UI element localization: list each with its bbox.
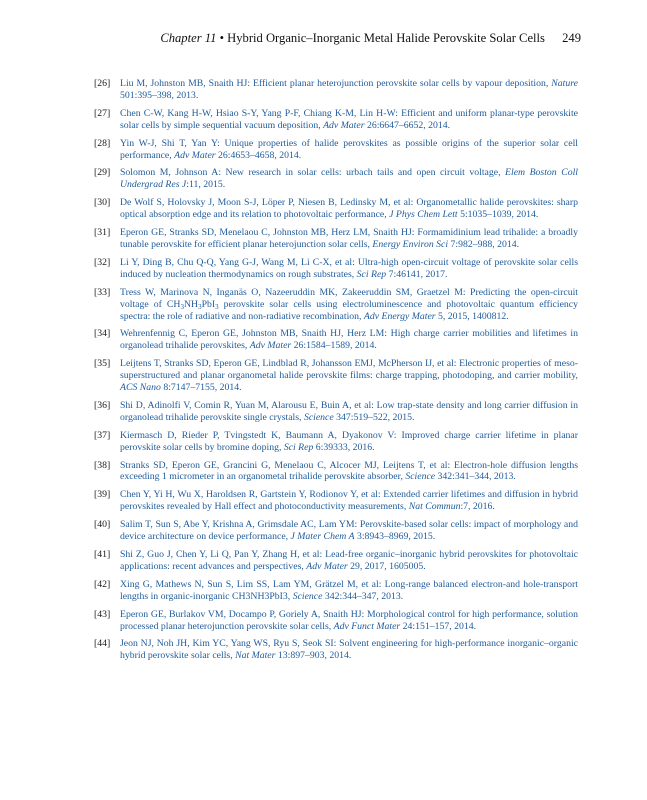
reference-citation: 501:395–398, 2013.: [120, 89, 199, 101]
reference-item: [94, 138, 578, 162]
reference-text: NH: [183, 298, 199, 310]
reference-item: [94, 257, 578, 281]
reference-item: [94, 167, 578, 191]
reference-journal: Adv Energy Mater: [363, 310, 436, 322]
reference-number: [32]: [94, 256, 111, 268]
reference-number: [28]: [94, 137, 111, 149]
reference-citation: 26:4653–4658, 2014.: [215, 149, 302, 161]
reference-item: [94, 197, 578, 221]
page-number: 249: [562, 31, 581, 45]
reference-item: [94, 287, 578, 323]
reference-text: Leijtens T, Stranks SD, Eperon GE, Lindblad R, Johansson EMJ, McPherson IJ, et al: Electronic properties of meso-superstructured and planar organometal halide perovskite films: charge trapping, photodoping, and carrier mobility,: [120, 358, 578, 382]
reference-number: [30]: [94, 197, 111, 209]
reference-citation: 7:982–988, 2014.: [448, 238, 520, 250]
reference-text: Yin W-J, Shi T, Yan Y: Unique properties of halide perovskites as possible origins of the superior solar cell performance,: [120, 137, 578, 161]
reference-citation: 26:1584–1589, 2014.: [291, 340, 377, 352]
reference-citation: 342:341–344, 2013.: [435, 471, 516, 483]
subscript: 3: [198, 302, 202, 311]
reference-citation: 29, 2017, 1605005.: [347, 560, 426, 572]
reference-number: [41]: [94, 549, 111, 560]
reference-item: [94, 108, 578, 132]
reference-citation: 3:8943–8969, 2015.: [354, 531, 436, 543]
reference-journal: J Phys Chem Lett: [389, 209, 458, 221]
reference-item: [94, 609, 578, 633]
reference-item: [94, 489, 578, 513]
reference-list: [94, 78, 578, 668]
reference-citation: :7, 2016.: [460, 501, 495, 513]
reference-text: Tress W, Marinova N, Inganäs O, Nazeeruddin MK, Zakeeruddin SM, Graetzel M: Predicting the open-circuit voltage of CH: [120, 286, 578, 310]
reference-item: [94, 549, 578, 573]
reference-citation: 26:6647–6652, 2014.: [364, 119, 451, 131]
reference-journal: ACS Nano: [120, 382, 161, 394]
reference-journal: Adv Mater: [323, 119, 365, 131]
reference-text: Shi D, Adinolfi V, Comin R, Yuan M, Alarousu E, Buin A, et al: Low trap-state density and long carrier diffusion in organolead trihalide perovskite single crystals,: [120, 399, 578, 423]
reference-number: [34]: [94, 328, 111, 340]
reference-journal: Energy Environ Sci: [372, 238, 449, 250]
reference-citation: 342:344–347, 2013.: [322, 590, 404, 602]
subscript: 3: [180, 302, 184, 311]
reference-number: [33]: [94, 286, 111, 298]
header-bullet: •: [219, 31, 224, 45]
reference-text: Li Y, Ding B, Chu Q-Q, Yang G-J, Wang M, Li C-X, et al: Ultra-high open-circuit voltage of perovskite solar cells induced by nucleation thermodynamics on rough substrates,: [120, 256, 578, 280]
reference-item: [94, 328, 578, 352]
reference-item: [94, 400, 578, 424]
reference-journal: Adv Funct Mater: [333, 620, 401, 632]
reference-journal: Sci Rep: [356, 268, 387, 280]
reference-text: Kiermasch D, Rieder P, Tvingstedt K, Baumann A, Dyakonov V: Improved charge carrier lifetime in planar perovskite solar cells by bromine doping,: [120, 429, 578, 453]
reference-number: [31]: [94, 227, 111, 239]
reference-number: [43]: [94, 608, 111, 620]
reference-journal: Sci Rep: [283, 441, 314, 453]
reference-text: Stranks SD, Eperon GE, Grancini G, Menelaou C, Alcocer MJ, Leijtens T, et al: Electron-hole diffusion lengths exceeding 1 micrometer in an organometal trihalide perovskite absorber,: [120, 459, 578, 483]
reference-journal: Science: [292, 590, 323, 602]
reference-number: [35]: [94, 358, 111, 370]
reference-journal: J Mater Chem A: [290, 531, 355, 543]
reference-text: Salim T, Sun S, Abe Y, Krishna A, Grimsdale AC, Lam YM: Perovskite-based solar cells: impact of morphology and device architecture on device performance,: [120, 519, 578, 543]
reference-text: Chen Y, Yi H, Wu X, Haroldsen R, Gartstein Y, Rodionov Y, et al: Extended carrier lifetimes and diffusion in hybrid perovskites revealed by Hall effect and photoconductivity measurements,: [120, 489, 578, 513]
reference-number: [27]: [94, 107, 111, 119]
reference-journal: Adv Mater: [249, 340, 292, 352]
reference-item: [94, 358, 578, 394]
reference-journal: Nat Mater: [235, 650, 276, 662]
reference-citation: 5, 2015, 1400812.: [435, 310, 509, 322]
reference-text: Shi Z, Guo J, Chen Y, Li Q, Pan Y, Zhang H, et al: Lead-free organic–inorganic hybrid perovskites for photovoltaic applications: recent advances and perspectives,: [120, 549, 578, 572]
reference-citation: 24:151–157, 2014.: [400, 620, 477, 632]
reference-number: [40]: [94, 519, 111, 531]
reference-text: De Wolf S, Holovsky J, Moon S-J, Löper P, Niesen B, Ledinsky M, et al: Organometallic halide perovskites: sharp optical absorption edge and its relation to photovoltaic performance,: [120, 197, 578, 221]
reference-journal: Adv Mater: [174, 149, 216, 161]
reference-text: Xing G, Mathews N, Sun S, Lim SS, Lam YM, Grätzel M, et al: Long-range balanced electron-and hole-transport lengths in organic-inorganic CH3NH3PbI3,: [120, 578, 578, 602]
reference-number: [38]: [94, 459, 111, 471]
reference-citation: 347:519–522, 2015.: [333, 411, 415, 423]
reference-text: Liu M, Johnston MB, Snaith HJ: Efficient planar heterojunction perovskite solar cells by vapour deposition,: [120, 78, 552, 89]
chapter-title: Hybrid Organic–Inorganic Metal Halide Perovskite Solar Cells: [227, 31, 545, 45]
reference-citation: 6:39333, 2016.: [313, 441, 375, 453]
reference-item: [94, 579, 578, 603]
reference-journal: Nat Commun: [408, 501, 461, 513]
reference-citation: 7:46141, 2017.: [386, 268, 448, 280]
reference-citation: 13:897–903, 2014.: [275, 650, 352, 662]
reference-item: [94, 78, 578, 102]
reference-text: Solomon M, Johnson A: New research in solar cells: urbach tails and open circuit voltage,: [120, 167, 506, 179]
reference-citation: 5:1035–1039, 2014.: [457, 209, 539, 221]
reference-item: [94, 430, 578, 454]
reference-item: [94, 638, 578, 662]
reference-text: Chen C-W, Kang H-W, Hsiao S-Y, Yang P-F, Chiang K-M, Lin H-W: Efficient and uniform planar-type perovskite solar cells by simple sequential vacuum deposition,: [120, 107, 578, 131]
reference-number: [42]: [94, 578, 111, 590]
reference-text: Jeon NJ, Noh JH, Kim YC, Yang WS, Ryu S, Seok SI: Solvent engineering for high-performance inorganic–organic hybrid perovskite solar cells,: [120, 638, 578, 662]
reference-citation: :11, 2015.: [186, 179, 226, 191]
reference-number: [36]: [94, 399, 111, 411]
reference-number: [29]: [94, 167, 111, 179]
reference-item: [94, 227, 578, 251]
reference-number: [44]: [94, 638, 111, 650]
running-header: [0, 31, 581, 46]
reference-citation: 8:7147–7155, 2014.: [160, 382, 242, 394]
reference-item: [94, 519, 578, 543]
reference-text: perovskite solar cells using electroluminescence and photovoltaic quantum efficiency spectra: the role of radiative and non-radiative recombination,: [120, 298, 578, 322]
reference-item: [94, 460, 578, 484]
reference-journal: Science: [303, 411, 334, 423]
reference-text: Eperon GE, Burlakov VM, Docampo P, Goriely A, Snaith HJ: Morphological control for high performance, solution processed planar heterojunction perovskite solar cells,: [120, 608, 578, 632]
reference-journal: Adv Mater: [306, 560, 348, 572]
reference-number: [39]: [94, 489, 111, 501]
chapter-label: Chapter 11: [160, 31, 217, 45]
reference-journal: Science: [405, 471, 436, 483]
reference-text: Wehrenfennig C, Eperon GE, Johnston MB, Snaith HJ, Herz LM: High charge carrier mobilities and lifetimes in organolead trihalide perovskites,: [120, 328, 578, 352]
reference-text: Eperon GE, Stranks SD, Menelaou C, Johnston MB, Herz LM, Snaith HJ: Formamidinium lead trihalide: a broadly tunable perovskite for efficient planar heterojunction solar cells,: [120, 227, 578, 250]
reference-journal: Elem Boston Coll Undergrad Res J: [120, 167, 578, 191]
reference-text: PbI: [201, 298, 216, 310]
reference-journal: Nature: [551, 78, 578, 89]
reference-number: [37]: [94, 429, 111, 441]
subscript: 3: [215, 302, 219, 311]
reference-number: [26]: [94, 78, 111, 89]
